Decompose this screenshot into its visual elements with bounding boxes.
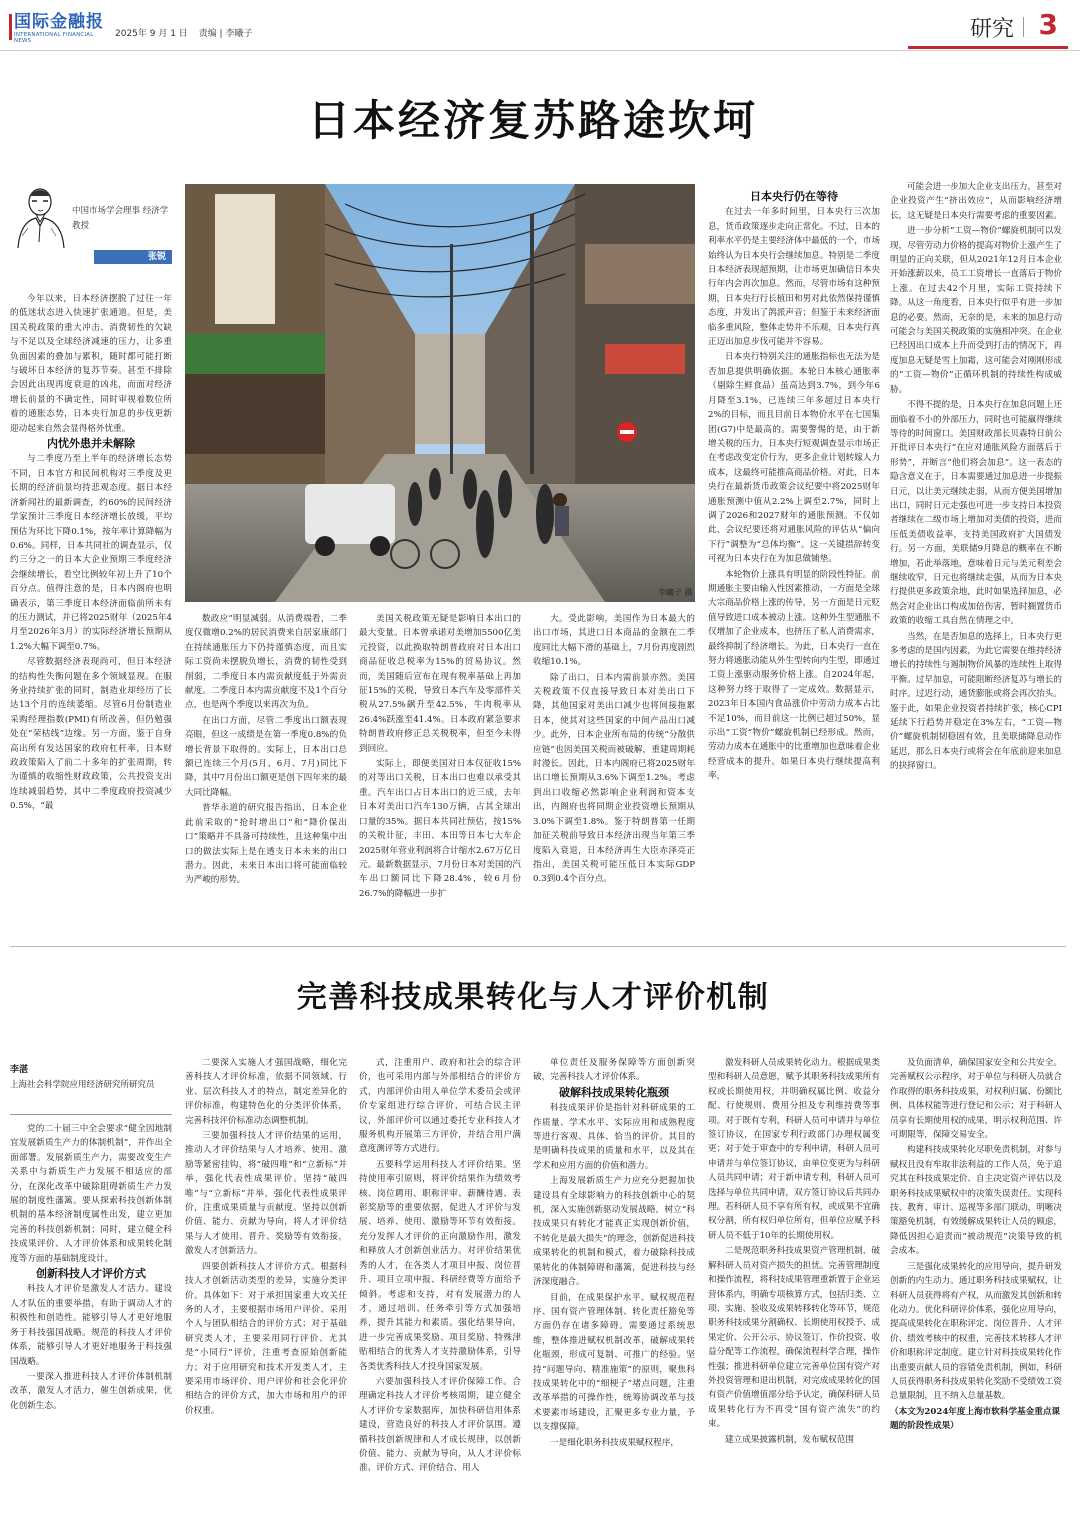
issue-date: 2025年 9 月 1 日 xyxy=(115,29,188,39)
article1-author-title: 中国市场学会理事 经济学教授 xyxy=(72,206,169,231)
article2-column-2 xyxy=(185,1056,347,1512)
logo-chinese: 国际金融报 xyxy=(14,12,104,32)
article2-author-name: 李湛 xyxy=(10,1065,29,1075)
body-paragraph: 上海发展新质生产力应充分把握加快建设具有全球影响力的科技创新中心的契机，深入实施创新驱动发展战略，树立“科技成果只有转化才能真正实现创新价值，不转化是最大损失”的理念，创新促进科技成果转化的机制和模式，着力破除科技成果转化的体制障碍和藩篱，促进科技与经济深度融合。 xyxy=(533,1176,695,1288)
body-paragraph: 今年以来，日本经济摆脱了过往一年的低迷状态进入快速扩张通道。但是，美国关税政策的重大冲击、消费韧性的欠缺与不足以及全球经济减速的压力，让多重负面因素的叠加与累积，随时都可能打断与破坏日本经济的复苏节奏。甚至不排除会因此出现再度衰退的凶兆，而面对经济增长前景的不确定性，同时审视着数位所着的通胀态势，日本央行加息的步伐更新迎动起来自然会显得格外忧重。 xyxy=(10,294,172,434)
body-paragraph: 在出口方面，尽管二季度出口额表现亮眼，但这一成绩是在第一季度0.8%的负增长背景下取得的。实际上，日本出口总额已连续三个月(5月、6月、7月)同比下降，其中7月份出口额更是创下四年来的最大同比降幅。 xyxy=(185,715,347,798)
section-divider xyxy=(1023,17,1024,37)
article2-author-box xyxy=(10,1062,172,1115)
section-subheading: 破解科技成果转化瓶颈 xyxy=(559,1085,669,1099)
section-subheading: 日本央行仍在等待 xyxy=(750,190,838,203)
article1-column-6 xyxy=(890,180,1062,934)
body-paragraph: 可能会进一步加大企业支出压力，甚至对企业投资产生“挤出效应”，从而影响经济增长，这无疑是日本央行需要考虑的重要因素。 xyxy=(890,182,1062,221)
body-paragraph: 数政应”明显减弱。从消费端看，二季度仅微增0.2%的居民消费来自居家康部门在持续通胀压力下仍持谨慎态度，而且实际工资尚未摆脱负增长，消费的韧性受到削弱，二季度日本内需贡献度低于外需贡献度。二季度日本内需贡献度不及1个百分点，也是两个季度以来再次为负。 xyxy=(185,614,347,711)
article1-headline: 日本经济复苏路途坎坷 xyxy=(307,96,758,145)
body-paragraph: 一是细化职务科技成果赋权程序， xyxy=(550,1437,679,1448)
article2-column-1 xyxy=(10,1122,172,1512)
body-paragraph: 一要深入推进科技人才评价体制机制改革，激发人才活力，催生创新成果，优化创新生态。 xyxy=(10,1371,172,1411)
body-paragraph: 目前，在成果保护水平、赋权规范程序、国有资产管理体制、转化责任豁免等方面仍存在诸多障碍。需要通过系统思维，整体推进赋权机制改革，破解成果转化瓶颈，形成可复制、可推广的经验。坚持“问题导向、精准施策”的原则，聚焦科技成果转化中的“细梗子”堵点问题，注重改革举措的可操作性，统筹协调改革与技术要素市场建设，汇聚更多专业力量，予以支撑保障。 xyxy=(533,1292,695,1433)
article1-column-2 xyxy=(185,612,347,934)
article2-column-6 xyxy=(890,1056,1062,1512)
newspaper-logo xyxy=(14,12,104,44)
body-paragraph: 科技成果评价是指针对科研成果的工作质量、学术水平、实际应用和成熟程度等进行客观、具体、恰当的评价。其目的是明确科技成果的质量和水平，以及其在学术和应用方面的价值和潜力。 xyxy=(533,1103,695,1171)
body-paragraph: 在过去一年多时间里，日本央行三次加息，货币政策逐步走向正常化。不过，日本的利率水平仍是主要经济体中最低的一个，市场始终认为日本央行会继续加息。特别是二季度日本经济表现超预期，让市场更加确信日本央行年内会再次加息。然而，尽管市场有这种预期，日本央行行长植田和男对此依然保持谨慎态度，并发出了鸽派声音；但鉴于未来经济面临多重风险，整体走势并不乐观，日本央行真正迈出加息步伐可能并不容易。 xyxy=(708,207,880,348)
article1-column-1 xyxy=(10,292,172,932)
body-paragraph: 除了出口，日本内需前景亦然。美国关税政策不仅直接导致日本对美出口下降，其他国家对美出口减少也将间接拖累日本，使其对这些国家的中间产品出口减少。此外，日本企业所布局的传统“分散供应链”也因美国关税而被破解，重建周期耗时漫长。因此，日本内阁府已将2025财年出口增长预期从3.6%下调至1.2%。考虑到出口收缩必然影响企业利润和资本支出，内阁府也将同期企业投资增长预期从3.0%下调至1.8%。鉴于特朗普第一任期加征关税前导致日本经济出现当年第三季度陷入衰退，日本经济再生大臣赤泽亮正指出，美国关税可能压低日本实际GDP 0.3到0.4个百分点。 xyxy=(533,672,695,885)
body-paragraph: 构建科技成果转化尽职免责机制，对参与赋权且没有牟取非法利益的工作人员，免于追究其在科技成果定价、自主决定资产评估以及职务科技成果赋权中的决策失误责任。实现科技、教育、审计、巡视等多部门联动，明晰决策豁免机制，有效缓解成果转让人员的顾虑，降低因担心追责而“被动规范”决策导致的机会成本。 xyxy=(890,1145,1062,1257)
editor-credit: 责编 | 李曦子 xyxy=(198,29,253,39)
header-gray-rule xyxy=(0,50,1080,51)
body-paragraph: 不得不提的是，日本央行在加息问题上还面临着不小的外部压力，同时也可能羸得继续等待的时间窗口。美国财政部长贝森特日前公开批评日本央行“在应对通胀风险方面落后于形势”，并断言“他们将会加息”。这一表态的隐含意义在于，日本需要通过加息进一步提振日元，以让美元继续走弱，从而方便美国增加出口，同时日元走强也可进一步支持日本投资者继续在二级市场上增加对美债的投资，进而压低美债收益率，支持美国政府扩大国债发行。另一方面，美联储9月降息的概率在不断增加，若此举落地，意味着日元与美元利差会继续收窄，日元也将继续走强，从而为日本央行提供更多政策余地，此时如果选择加息，必然会对企业出口构成加倍伤害，暂时搁置货币政策的收缩工具自然在情理之中。 xyxy=(890,400,1062,627)
article-separator xyxy=(10,946,1066,947)
body-paragraph: 日本央行特别关注的通胀指标也无法为是否加息提供明确依据。本轮日本核心通胀率（剔除生鲜食品）虽高达到3.7%，到今年6月降至3.1%，已连续三年多超过日本央行2%的目标，而且目前日本物价水平在七国集团(G7)中是最高的。需要警惕的是，由于新增关税的压力，日本央行短观调查显示市场正在考虑改变定价行为，更多企业计划转嫁人力成本，这最终可能推高商品价格。对此，日本央行在最新货币政策会议纪要中将2025财年通胀预测中值从2.2%上调至2.7%，同时上调了2026和2027财年的通胀预测。不仅如此，会议纪要还将对通胀风险的评估从“偏向下行”调整为“总体均衡”。这一关键措辞转变可视为日本央行在为加息做铺垫。 xyxy=(708,352,880,565)
logo-english: INTERNATIONAL FINANCIAL NEWS xyxy=(14,32,94,44)
article1-column-4 xyxy=(533,612,695,934)
masthead xyxy=(0,0,1080,52)
article2-headline: 完善科技成果转化与人才评价机制 xyxy=(296,980,770,1015)
article-footnote: （本文为2024年度上海市软科学基金重点课题的阶段性成果） xyxy=(890,1406,1061,1432)
body-paragraph: 大。受此影响，美国作为日本最大的出口市场，其进口日本商品的金额在二季度同比大幅下滑的基础上，7月份再度剧烈收缩10.1%。 xyxy=(533,614,695,668)
body-paragraph: 建立成果披露机制，发布赋权范围 xyxy=(725,1434,854,1445)
article2-column-5 xyxy=(708,1056,880,1512)
body-paragraph: 实际上，即便美国对日本仅征收15%的对等出口关税，日本出口也难以承受其重。汽车出口占日本出口的近三成，去年日本对美出口汽车130万辆，占其全球出口量的35%。据日本共同社预估，按15%的关税计征，丰田、本田等日本七大车企2025财年营业利润将合计缩水2.67万亿日元。最新数据显示，7月份日本对美国的汽车出口额同比下降28.4%，较6月份26.7%的降幅进一步扩 xyxy=(359,759,521,899)
logo-accent-bar xyxy=(9,14,12,40)
section-subheading: 创新科技人才评价方式 xyxy=(36,1267,146,1281)
body-paragraph: 式，注重用户、政府和社会的综合评价，也可采用内部与外部相结合的评价方式，内部评价由用人单位学术委员会或评价专家组进行综合评价，可结合民主评议，外部评价可以通过委托专业科技人才服务机构开展第三方评价，并结合用户满意度测评等方式进行。 xyxy=(359,1058,521,1155)
body-paragraph: 当然，在是否加息的选择上，日本央行更多考虑的是国内因素，为此它需要在维持经济增长的持续性与遏制物价风暴的连续性上取得平衡。过早加息，可能阻断经济复苏与增长的时序。过迟行动，通货膨胀或将会再次抬头。鉴于此，如果企业投资者持续扩张，核心CPI延续下行趋势并稳定在3%左右，“工资—物价”螺旋机制韧稳固有效，且美联储降息动作延迟，那么日本央行或将会在年底前迎来加息的抉择窗口。 xyxy=(890,631,1062,772)
dateline xyxy=(115,26,260,39)
author-portrait-sketch xyxy=(10,182,72,250)
body-paragraph: 尽管数据经济表现尚可，但日本经济的结构性失衡问题在多个领域显现。在服务业持续扩张的同时，制造业却经历了长达13个月的连续萎缩。尽管6月份制造业采购经理指数(PMI)有所改善，但仍勉强处在“荣枯线”边缘。另一方面，鉴于自身高出所有发达国家的政府杠杆率，日本财政政策陷入了前二十多年的扩张周期，转为谨慎的收缩性财政政策，公共投资支出连续减弱趋势，其中二季度政府投资减少0.5%，“最 xyxy=(10,657,172,812)
body-paragraph: 五要科学运用科技人才评价结果。坚持使用率引原则，将评价结果作为绩效考核、岗位聘用、职称评审、薪酬待遇、表彰奖励等的重要依据，促进人才评价与发展、培养、使用、激励等环节有效衔接。充分发挥人才评价的正向激励作用，激发和释放人才创新创业活力。对评价结果优秀的人才，在各类人才项目申报、岗位晋升、项目立项申报、科研经费等方面给予倾斜。考虑和支持，对有发展潜力的人才，通过培训、任务牵引等方式加强培养，提升其能力和素质。强化结果导向，进一步完善成果奖励、项目奖励、特殊津贴相结合的优秀人才支持激励体系，引导各类优秀科技人才投身国家发展。 xyxy=(359,1159,521,1372)
body-paragraph: 三要加强科技人才评价结果的运用，推动人才评价结果与人才培养、使用、激励等紧密挂钩，将“破四唯”和“立新标”并举，强化代表性成果评价。坚持“破四唯”与“立新标”并举，强化代表性成果评价，注重成果质量与贡献度。坚持以创新价值、能力、贡献为导向，将人才评价结果与人才使用、晋升、奖励等有效衔接，激发人才创新活力。 xyxy=(185,1131,347,1257)
article1-column-3 xyxy=(359,612,521,934)
header-red-rule xyxy=(908,46,1068,49)
article1-author-name: 张锐 xyxy=(94,250,172,264)
body-paragraph: 二是规范职务科技成果资产管理机制，破解科研人员对资产损失的担忧。完善管理制度和操作流程，将科技成果管理重新置于企业运营体系内，明确专项核算方式，包括归类、立项、实施、验收及成果转移转化等环节，规范职务科技成果分割确权、长期使用权授予、成果定价、公开公示、协议签订、作价投资、收益分配等工作流程，确保流程科学合理，操作性强；推进科研单位建立完善单位国有资产对外投资管理和退出机制，对完成成果转化的国有资产价值增值部分给予认定，确保科研人员成果转化行为不再受“国有资产流失”的约束。 xyxy=(708,1246,880,1430)
section-name: 研究 xyxy=(969,17,1014,42)
body-paragraph: 六要加强科技人才评价保障工作。合理确定科技人才评价考核周期，建立健全人才评价专家数据库，加快科研信用体系建设，营造良好的科技人才评价氛围。遵循科技创新规律和人才成长规律，以创新价值、能力、贡献为导向，从人才评价标准、评价方式、评价结合、用人 xyxy=(359,1376,521,1474)
article2-column-3 xyxy=(359,1056,521,1512)
body-paragraph: 与二季度乃至上半年的经济增长态势不同，日本官方和民间机构对三季度及更长期的经济前景均持悲观态度。据日本经济新闻社的最新调查，约60%的民间经济学家预计三季度日本经济增长放缓，平均预估为环比下降0.1%，按年率计算降幅为0.6%。同样，日本共同社的调查显示，仅约三分之一的日本大企业预期三季度经济会继续增长，看空比例较年初上升了10个百分点。值得注意的是，日本内阁府也明确表示，第三季度日本经济面临前所未有的压力测试，并已将2025财年（2025年4月至2026年3月）的实际经济增长预期从1.2%大幅下调至0.7%。 xyxy=(10,454,172,652)
body-paragraph: 本轮物价上涨具有明显的阶段性特征。前期通胀主要由输入性因素推动，一方面是全球大宗商品价格上涨的传导，另一方面是日元贬值导致进口成本被动上涨。这种外生型通胀不仅增加了企业成本，也挤压了私人消费需求，最终抑制了经济增长。为此，日本央行一直在努力将通胀动能从外生型转向内生型，即通过工资上涨驱动服务价格上涨。自2024年起，这种努力终于取得了一定成效。数据显示，2023年日本国内食品涨价中劳动力成本占比不足10%，而目前这一比例已超过50%，显示出“工资“物价”螺旋机制已经形成。然而，劳动力成本在通胀中的比重增加也意味着企业经营成本的提升。如果日本央行继续提高利率， xyxy=(708,569,880,782)
article2-column-4 xyxy=(533,1056,695,1512)
body-paragraph: 四要创新科技人才评价方式。根据科技人才创新活动类型的差异，实施分类评价。具体如下：对于承担国家重大攻关任务的人才，主要根据市场用户评价、采用个人与团队相结合的评价方式；对于基础研究类人才，主要采用同行评价、尤其是“小同行”评价，注重考查原始创新能力；对于应用研究和技术开发类人才，主要采用市场评价、用户评价和社会化评价相结合的评价方式，加大市场和用户的评价权重。 xyxy=(185,1261,347,1416)
tokyo-street-photo xyxy=(185,184,695,602)
article2-author-title: 上海社会科学院应用经济研究所研究员 xyxy=(10,1080,155,1090)
body-paragraph: 科技人才评价是激发人才活力、建设人才队伍的重要举措，有助于调动人才的积极性和创造性。能够引导人才更好地服务于科技强国战略。规范的科技人才评价体系，能够引导人才更好地服务于科技强国战略。 xyxy=(10,1284,172,1367)
article1-author-box xyxy=(10,182,172,262)
body-paragraph: 二要深入实施人才强国战略，细化完善科技人才评价标准，依据不同领域、行业、层次科技人才的特点，制定差异化的评价标准，构建特色化的分类评价体系，完善科技评价标准动态调整机制。 xyxy=(185,1058,347,1126)
body-paragraph: 党的二十届三中全会要求“健全因地制宜发展新质生产力的体制机制”，并作出全面部署。发展新质生产力，需要改变生产关系中与新质生产力发展不相适应的部分，在深化改革中破除阻碍新质生产力发展的制度性藩篱。要从探索科技创新体制机制的基本经济制度属性出发，建立更加完善的科技创新机制；同时，建立健全科技成果评价、人才评价体系和成果转化制度等方面的基础制度设计。 xyxy=(10,1124,172,1264)
section-subheading: 内忧外患并未解除 xyxy=(47,437,135,451)
article1-column-5 xyxy=(708,190,880,934)
body-paragraph: 及负面清单，确保国家安全和公共安全。完善赋权公示程序，对于单位与科研人员就合作取得的职务科技成果，对权利归属、份额比例、具体权能等进行登记和公示；对于科研人员享有长期使用权的成果，明示权利范围、许可期限等，保障交易安全。 xyxy=(890,1058,1062,1141)
page-number: 3 xyxy=(1038,8,1058,41)
body-paragraph: 单位责任及服务保障等方面创新突破，完善科技人才评价体系。 xyxy=(533,1058,695,1083)
body-paragraph: 普华永道的研究报告指出，日本企业此前采取的“抢时增出口”和“降价保出口”策略并不具备可持续性，且这种集中出口的做法实际上是在透支日本未来的出口潜力。因此，未来日本出口将可能面临较为严峻的形势。 xyxy=(185,803,347,886)
body-paragraph: 三是强化成果转化的应用导向，提升研发创新的内生动力。通过职务科技成果赋权，让科研人员获得将有产权，从而激发其创新和转化动力。优化科研评价体系，强化应用导向，提高成果转化在职称评定、岗位晋升、人才评价、绩效考核中的权重，完善技术转移人才评价和职称评定制度。建立针对科技成果转化作出重要贡献人员的容错免责机制，例如，科研人员获得职务科技成果转化奖励不受绩效工资总量限制，且不纳入总量基数。 xyxy=(890,1261,1062,1402)
body-paragraph: 美国关税政策无疑是影响日本出口的最大变量。日本曾承诺对美增加5500亿美元投资，以此换取特朗普政府对日本出口商品征收总税率为15%的贸易协议。然而，美国随后宣布在现有税率基础上再加征15%的关税，导致日本汽车及零部件关税从27.5%飙升至42.5%，牛肉税率从26.4%跃涨至41.4%。日本政府紧急要求特朗普政府修正总关税税率，但至今未得到回应。 xyxy=(359,614,521,754)
body-paragraph: 激发科研人员成果转化动力。根据成果类型和科研人员意愿，赋予其职务科技成果所有权或长期使用权，并明确权属比例、收益分配、行使规则、费用分担及专利维持费等事项。对于既有专利，科研人员可申请并与单位签订协议，在国家专利行政部门办理权属变更；对于处于审查中的专利申请，科研人员可申请并与单位签订协议，由单位变更为与科研人员共同申请；对于新申请专利，科研人员可选择与单位共同申请，双方签订协议后共同办理。若科研人员不享有所有权，或成果不宜确权分割，所有权归单位所有，但单位应赋予科研人员不低于10年的长期使用权。 xyxy=(708,1058,880,1241)
photo-credit: 李曦子 摄 xyxy=(658,588,693,597)
body-paragraph: 进一步分析“工资—物价”螺旋机制可以发现，尽管劳动力价格的提高对物价上涨产生了明显的正向关联，但从2021年12月日本企业开始涨薪以来，员工工资增长一直落后于物价上涨。在过去42个月里，实际工资持续下降。从这一角度看，日本央行似乎有进一步加息的必要。然而，无奈的是，未来的加息行动可能会与美国关税政策的实施相冲突。在企业已经因出口成本上升而受到打击的情况下，再度加息无疑是雪上加霜，这可能会对刚刚形成的“工资—物价”正循环机制的持续性构成威胁。 xyxy=(890,226,1062,395)
